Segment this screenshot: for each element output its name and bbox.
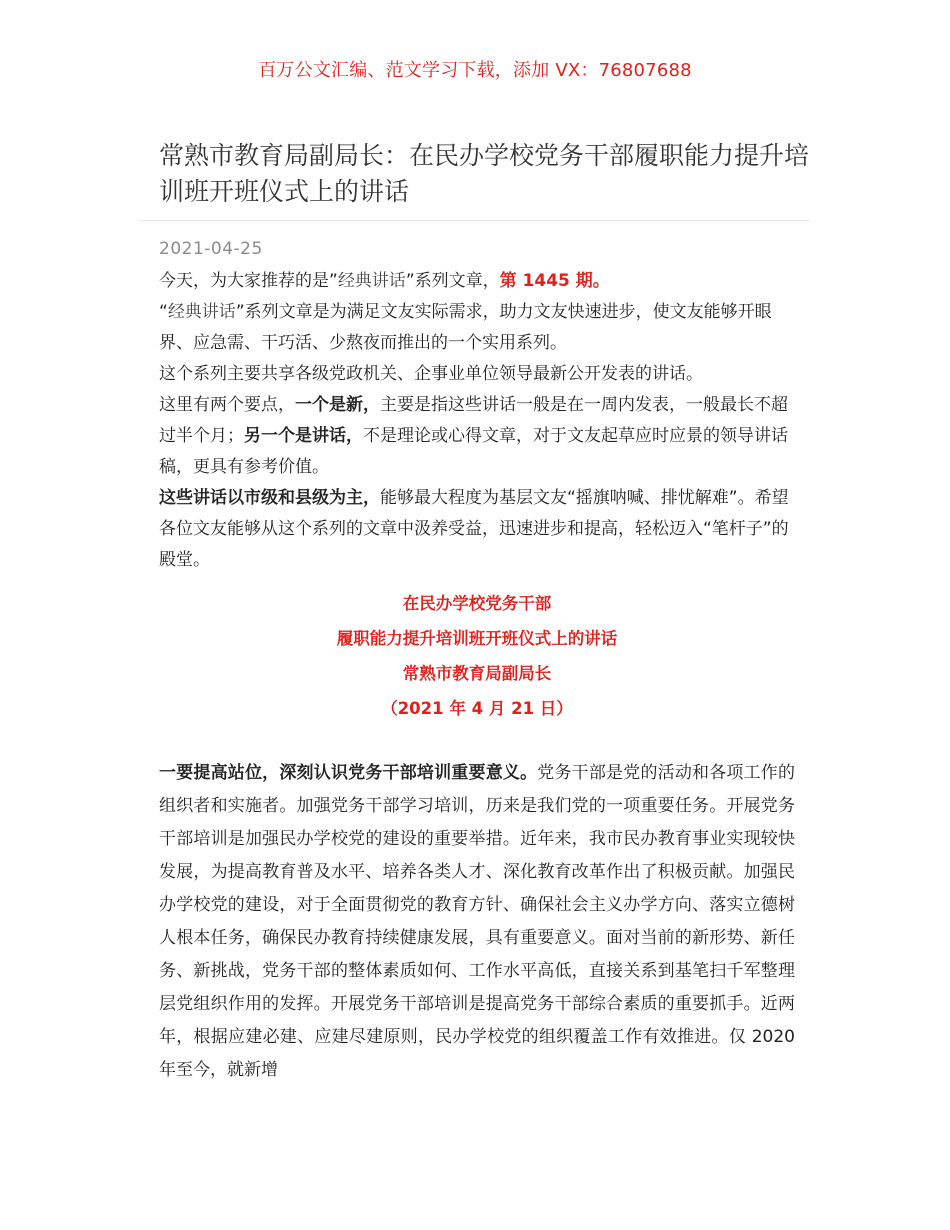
intro-paragraph-5 <box>159 483 795 576</box>
speech-paragraph-1 <box>159 757 795 1087</box>
intro-paragraph-2 <box>159 297 795 359</box>
intro-p4-text-c: 主要是指这些讲话一般是在一周内发表，一般最长不超过半个月； <box>159 395 788 446</box>
intro-p1-text-b: ”系列文章， <box>405 271 500 291</box>
intro-p4-text-a: 这里有两个要点， <box>159 395 295 415</box>
intro-p1-text-a: 今天，为大家推荐的是” <box>159 271 338 291</box>
intro-p4-bold-d: 另一个是讲话， <box>244 426 363 446</box>
speech-date: （2021 年 4 月 21 日） <box>381 699 573 718</box>
intro-section <box>159 266 795 576</box>
intro-paragraph-4 <box>159 390 795 483</box>
title-divider <box>140 220 810 221</box>
section-text: 党务干部是党的活动和各项工作的组织者和实施者。加强党务干部学习培训，历来是我们党的一项重要任务。开展党务干部培训是加强民办学校党的建设的重要举措。近年来，我市民办教育事业实现较快发展，为提高教育普及水平、培养各类人才、深化教育改革作出了积极贡献。加强民办学校党的建设，对于全面贯彻党的教育方针、确保社会主义办学方向、落实立德树人根本任务，确保民办教育持续健康发展，具有重要意义。面对当前的新形势、新任务、新挑战，党务干部的整体素质如何、工作水平高低，直接关系到基笔扫千军整理层党组织作用的发挥。开展党务干部培训是提高党务干部综合素质的重要抓手。近两年，根据应建必建、应建尽建原则，民办学校党的组织覆盖工作有效推进。仅 2020 年至今，就新增 <box>159 763 796 1080</box>
intro-p4-text-e: 不是理论或心得文章，对于文友起草应时应景的领导讲话稿，更具有参考价值。 <box>159 426 788 477</box>
publish-date: 2021-04-25 <box>159 239 263 259</box>
intro-p5-text: 能够最大程度为基层文友“摇旗呐喊、排忧解难”。希望各位文友能够从这个系列的文章中汲养受益，迅速进步和提高，轻松迈入“笔杆子”的殿堂。 <box>159 488 789 570</box>
issue-number: 第 1445 期。 <box>499 271 610 291</box>
intro-p2-text-b: ”系列文章是为满足文友实际需求，助力文友快速进步，使文友能够开眼界、应急需、干巧活、少熬夜而推出的一个实用系列。 <box>159 302 772 353</box>
speech-title-line-1: 在民办学校党务干部 <box>402 594 552 613</box>
speech-header <box>159 586 795 726</box>
intro-p5-bold: 这些讲话以市级和县级为主， <box>159 488 380 508</box>
speech-body <box>159 757 795 1087</box>
intro-paragraph-1 <box>159 266 795 297</box>
intro-p4-bold-b: 一个是新， <box>295 395 380 415</box>
speech-title-line-2: 履职能力提升培训班开班仪式上的讲话 <box>336 629 618 648</box>
series-name: 经典讲话 <box>337 271 406 291</box>
article-title: 常熟市教育局副局长：在民办学校党务干部履职能力提升培训班开班仪式上的讲话 <box>159 141 810 206</box>
intro-paragraph-3: 这个系列主要共享各级党政机关、企事业单位领导最新公开发表的讲话。 <box>159 364 703 384</box>
speaker-title: 常熟市教育局副局长 <box>402 664 552 683</box>
promo-banner: 百万公文汇编、范文学习下载，添加 VX：76807688 <box>258 60 692 81</box>
intro-p2-text-a: “ <box>159 302 168 322</box>
series-name: 经典讲话 <box>167 302 236 322</box>
section-heading: 一要提高站位，深刻认识党务干部培训重要意义。 <box>159 763 538 783</box>
